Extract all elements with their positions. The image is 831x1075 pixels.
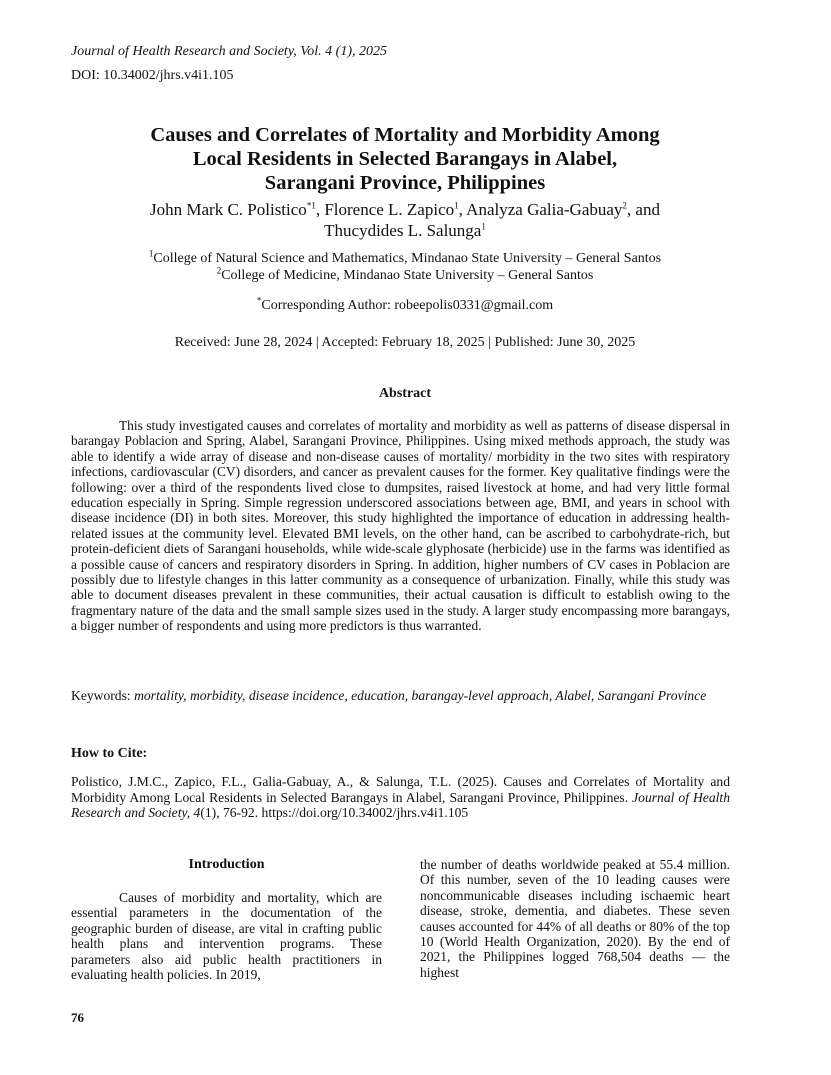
abstract-heading: Abstract <box>378 386 432 401</box>
author-zapico: , Florence L. Zapico <box>315 200 455 219</box>
citation-pre: Polistico, J.M.C., Zapico, F.L., Galia-Gabuay, A., & Salunga, T.L. (2025). Causes and Correlates of Mortality and Morbidity Among Local Residents in Selected Barangays in Alabel, Sarangani Province, Philippines. <box>71 774 730 805</box>
affiliation-2 <box>60 267 750 284</box>
title-line-1: Causes and Correlates of Mortality and Morbidity Among <box>150 124 660 146</box>
citation-post: (1), 76-92. https://doi.org/10.34002/jhrs.v4i1.105 <box>200 805 469 820</box>
page-number: 76 <box>71 1010 84 1025</box>
introduction-column-1: Causes of morbidity and mortality, which are essential parameters in the documentation of the geographic burden of disease, are vital in crafting public health plans and intervention programs. These parameters also aid public health practitioners in evaluating health policies. In 2019, <box>71 890 382 983</box>
citation-heading: How to Cite: <box>71 746 148 761</box>
author-sup: 2 <box>622 200 627 211</box>
author-salunga: Thucydides L. Salunga <box>324 221 482 240</box>
author-and: , and <box>626 200 660 219</box>
citation-text <box>71 774 730 821</box>
author-line-1 <box>60 199 750 220</box>
keywords <box>71 688 730 704</box>
corr-sup: * <box>256 295 262 306</box>
affil-sup: 2 <box>216 265 222 276</box>
corresponding-author <box>60 295 750 314</box>
title-line-3: Sarangani Province, Philippines <box>264 172 546 194</box>
affil-sup: 1 <box>148 248 154 259</box>
keywords-terms: mortality, morbidity, disease incidence, education, barangay-level approach, Alabel, Sarangani Province <box>134 688 707 703</box>
keywords-label: Keywords: <box>71 688 135 703</box>
affiliation-2-text: College of Medicine, Mindanao State University – General Santos <box>221 268 594 283</box>
author-sup: 1 <box>481 221 486 232</box>
author-galia-gabuay: , Analyza Galia-Gabuay <box>458 200 623 219</box>
author-line-2 <box>60 220 750 241</box>
citation-journal: Journal of Health Research and Society, 4 <box>71 789 730 820</box>
author-list <box>60 199 750 241</box>
abstract-text: This study investigated causes and correlates of mortality and morbidity as well as patterns of disease dispersal in barangay Poblacion and Spring, Alabel, Sarangani Province, Philippines. Using mixed methods approach, the study was able to identify a wide array of disease and non-disease causes of mortality/ morbidity in the two sites with respiratory infections, cardiovascular (CV) disorders, and cancer as prevalent causes for the former. Key qualitative findings were the following: over a third of the respondents lived close to dumpsites, raised livestock at home, and had very little formal education especially in Spring. Simple regression underscored associations between age, BMI, and years in school with disease incidence (DI) in both sites. Moreover, this study highlighted the importance of education in addressing health-related issues at the community level. Elevated BMI levels, on the other hand, can be ascribed to carbohydrate-rich, but protein-deficient diets of Sarangani households, while wide-scale glyphosate (herbicide) use in the farms was identified as a possible cause of cancers and respiratory disorders in Spring. In addition, higher numbers of CV cases in Poblacion are possibly due to lifestyle changes in this latter community as a consequence of urbanization. Finally, while this study was able to document diseases prevalent in these communities, their actual causation is difficult to establish owing to the fragmentary nature of the data and the small sample sizes used in the study. A larger study encompassing more barangays, a bigger number of respondents and using more predictors is thus warranted. <box>71 418 730 634</box>
corresponding-text: Corresponding Author: robeepolis0331@gmail.com <box>261 298 554 313</box>
publication-dates: Received: June 28, 2024 | Accepted: February 18, 2025 | Published: June 30, 2025 <box>174 335 636 350</box>
journal-header: Journal of Health Research and Society, Vol. 4 (1), 2025 <box>71 44 387 59</box>
author-polistico: John Mark C. Polistico <box>150 200 307 219</box>
author-sup: 1 <box>454 200 459 211</box>
affiliation-1 <box>60 250 750 267</box>
affiliations <box>60 250 750 284</box>
affiliation-1-text: College of Natural Science and Mathematics, Mindanao State University – General Santos <box>153 251 662 266</box>
introduction-heading: Introduction <box>188 857 265 872</box>
paper-title <box>60 123 750 195</box>
doi-line: DOI: 10.34002/jhrs.v4i1.105 <box>71 68 234 83</box>
author-sup: *1 <box>306 200 316 211</box>
title-line-2: Local Residents in Selected Barangays in Alabel, <box>192 148 618 170</box>
introduction-column-2: the number of deaths worldwide peaked at 55.4 million. Of this number, seven of the 10 leading causes were noncommunicable diseases including ischaemic heart disease, stroke, dementia, and diabetes. These seven causes accounted for 44% of all deaths or 80% of the top 10 (World Health Organization, 2020). By the end of 2021, the Philippines logged 768,504 deaths — the highest <box>420 857 730 980</box>
